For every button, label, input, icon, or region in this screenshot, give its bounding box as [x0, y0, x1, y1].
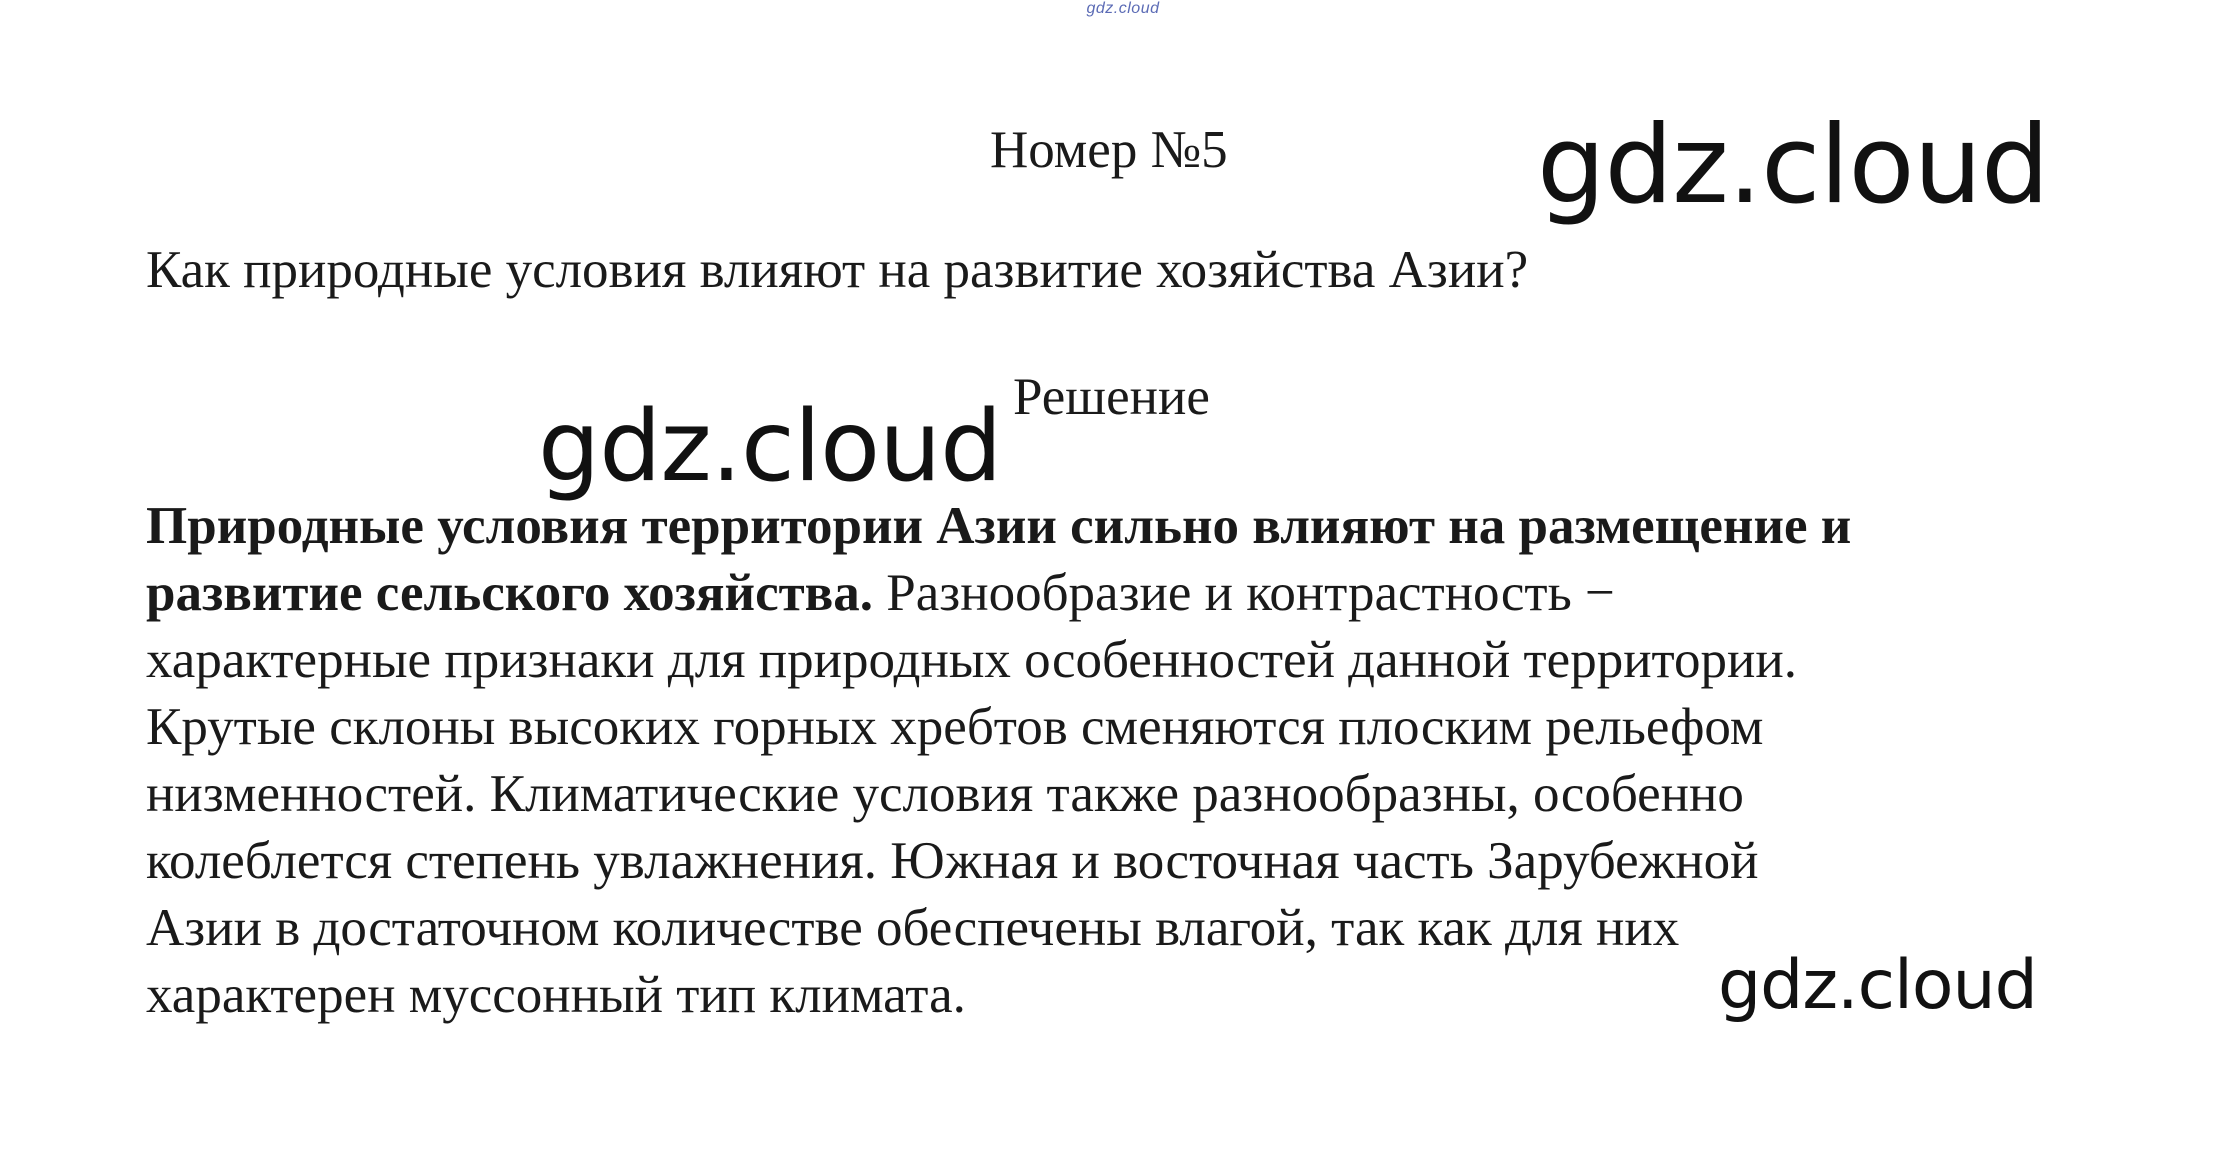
answer-line-normal: Разнообразие и контрастность −	[873, 564, 1615, 622]
answer-line-normal: колеблется степень увлажнения. Южная и восточная часть Зарубежной	[146, 832, 1759, 890]
answer-line	[146, 493, 2126, 560]
task-question: Как природные условия влияют на развитие хозяйства Азии?	[146, 241, 1529, 299]
answer-line	[146, 761, 2126, 828]
answer-line-normal: характерен муссонный тип климата.	[146, 966, 966, 1024]
answer-line	[146, 560, 2126, 627]
top-watermark: gdz.cloud	[1086, 0, 1160, 17]
answer-line	[146, 828, 2126, 895]
answer-line	[146, 694, 2126, 761]
task-number-title: Номер №5	[990, 121, 1228, 179]
answer-line-bold: развитие сельского хозяйства.	[146, 564, 874, 622]
watermark-logo: gdz.cloud	[1537, 103, 2049, 228]
answer-line-bold: Природные условия территории Азии сильно влияют на размещение и	[146, 497, 1852, 555]
answer-line-normal: Крутые склоны высоких горных хребтов сменяются плоским рельефом	[146, 698, 1764, 756]
watermark-logo: gdz.cloud	[1718, 946, 2037, 1025]
answer-line-normal: характерные признаки для природных особенностей данной территории.	[146, 631, 1797, 689]
watermark-logo: gdz.cloud	[538, 390, 1002, 504]
answer-line-normal: низменностей. Климатические условия также разнообразны, особенно	[146, 765, 1744, 823]
answer-line-normal: Азии в достаточном количестве обеспечены влагой, так как для них	[146, 899, 1680, 957]
solution-title: Решение	[1013, 368, 1210, 426]
answer-line	[146, 627, 2126, 694]
